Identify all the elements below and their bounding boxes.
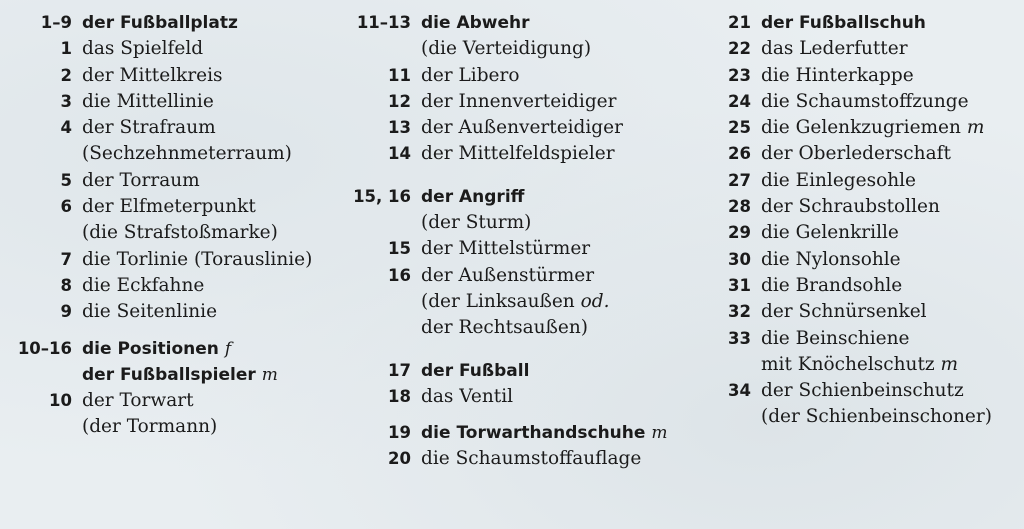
entry-6 [0,194,340,247]
entry-number: 24 [728,91,751,111]
entry-12 [345,89,705,115]
entry-25 [715,115,1024,141]
entry-5 [0,168,340,194]
entry-34 [715,378,1024,431]
entry-23 [715,63,1024,89]
entry-30 [715,247,1024,273]
heading-line: die Abwehr [421,13,530,33]
entry-term: das Lederfutter [761,38,908,60]
entry-heading: die Torwarthandschuhe m [421,423,668,444]
heading-line: die Positionen f [82,338,232,359]
gender-marker: m [261,364,278,385]
entry-number: 1 [60,39,72,59]
entry-term: der Oberlederschaft [761,143,951,165]
entry-number: 3 [60,91,72,111]
term-synonym: (die Verteidigung) [421,38,592,60]
entry-term: das Ventil [421,385,514,407]
column-1 [0,10,340,441]
entry-16 [345,263,705,342]
entry-number: 8 [60,275,72,295]
entry-8 [0,273,340,299]
entry-term: die Mittellinie [82,90,214,112]
entry-11 [345,63,705,89]
entry-term: die Gelenkzugriemen m [761,117,985,139]
entry-15 [345,236,705,262]
entry-13 [345,115,705,141]
entry-term: die Schaumstoffauflage [421,448,642,470]
entry-number: 13 [388,118,411,138]
entry-10 [0,388,340,441]
entry-number: 20 [388,449,411,469]
entry-term: der Außenverteidiger [421,117,623,139]
entry-term: die Nylonsohle [761,248,901,270]
term-synonym: (der Schienbeinschoner) [761,406,992,428]
entry-number: 9 [60,302,72,322]
entry-32 [715,299,1024,325]
term-line: der Torwart [82,390,194,412]
entry-heading [82,336,278,389]
entry-33 [715,326,1024,379]
entry-14 [345,141,705,167]
entry-20 [345,446,705,472]
entry-7 [0,247,340,273]
gender-marker: m [940,353,959,375]
section-gap [345,342,705,358]
entry-10-16 [0,336,340,389]
entry-term [82,388,217,441]
entry-term: der Mittelstürmer [421,238,591,260]
term-line: mit Knöchelschutz m [761,353,959,375]
entry-term: der Schraubstollen [761,196,940,218]
entry-number: 30 [728,249,751,269]
term-synonym: (der Sturm) [421,212,532,234]
entry-term: der Mittelfeldspieler [421,143,615,165]
entry-number: 6 [60,197,72,217]
entry-number: 18 [388,386,411,406]
entry-term [421,263,609,342]
entry-number: 10 [49,391,72,411]
entry-4 [0,115,340,168]
entry-3 [0,89,340,115]
entry-term [761,378,992,431]
entry-term: der Mittelkreis [82,64,223,86]
entry-term: der Schnürsenkel [761,301,927,323]
entry-term [82,194,278,247]
entry-2 [0,63,340,89]
entry-26 [715,141,1024,167]
abbreviation: od. [580,290,610,312]
entry-number: 17 [388,360,411,380]
entry-9 [0,299,340,325]
entry-27 [715,168,1024,194]
entry-term: die Brandsohle [761,274,903,296]
term-line: der Schienbeinschutz [761,380,964,402]
entry-number: 5 [60,170,72,190]
section-gap [0,326,340,336]
entry-term [761,326,958,379]
entry-24 [715,89,1024,115]
entry-1-9 [0,10,340,36]
entry-term: die Hinterkappe [761,64,914,86]
entry-21 [715,10,1024,36]
entry-term: die Eckfahne [82,274,205,296]
entry-number: 31 [728,275,751,295]
section-gap [345,168,705,184]
entry-term: der Libero [421,64,520,86]
term-synonym: (Sechzehnmeterraum) [82,143,292,165]
entry-number: 14 [388,144,411,164]
entry-11-13 [345,10,705,63]
entry-28 [715,194,1024,220]
entry-number: 23 [728,65,751,85]
heading-line: der Angriff [421,186,525,207]
term-line: der Elfmeterpunkt [82,196,256,218]
entry-number: 15, 16 [353,186,411,206]
entry-heading: der Fußball [421,360,530,381]
column-2 [345,10,705,473]
entry-number: 27 [728,170,751,190]
entry-29 [715,220,1024,246]
term-synonym: (die Strafstoßmarke) [82,222,278,244]
entry-heading: der Fußballplatz [82,13,238,33]
heading-line: der Fußballspieler m [82,364,278,385]
entry-number: 28 [728,197,751,217]
entry-number: 15 [388,239,411,259]
entry-number: 11–13 [356,13,411,32]
entry-number: 16 [388,265,411,285]
entry-heading: der Fußballschuh [761,13,926,33]
entry-number: 12 [388,91,411,111]
entry-number: 11 [388,65,411,85]
entry-term: die Einlegesohle [761,169,916,191]
entry-term: der Innenverteidiger [421,90,617,112]
term-line: der Außenstürmer [421,264,595,286]
entry-17 [345,358,705,384]
entry-number: 26 [728,144,751,164]
entry-term: die Torlinie (Torauslinie) [82,248,313,270]
entry-number: 25 [728,118,751,138]
entry-15-16 [345,184,705,237]
entry-number: 1–9 [40,13,72,32]
entry-number: 2 [60,65,72,85]
entry-heading [421,10,591,63]
entry-term: das Spielfeld [82,38,204,60]
entry-number: 34 [728,381,751,401]
entry-22 [715,36,1024,62]
entry-number: 32 [728,302,751,322]
column-3 [715,10,1024,431]
term-line: der Strafraum [82,117,216,139]
entry-31 [715,273,1024,299]
entry-number: 7 [60,249,72,269]
section-gap [345,410,705,420]
entry-term: die Schaumstoffzunge [761,90,969,112]
term-synonym: (der Tormann) [82,416,218,438]
term-synonym: (der Linksaußen od. [421,290,610,312]
term-line: die Beinschiene [761,327,910,349]
term-synonym: der Rechtsaußen) [421,317,588,339]
entry-number: 21 [728,13,751,32]
entry-term [82,115,292,168]
entry-1 [0,36,340,62]
gender-marker: m [651,423,668,444]
entry-number: 22 [728,39,751,59]
entry-number: 29 [728,223,751,243]
entry-number: 4 [60,118,72,138]
entry-number: 10–16 [17,338,72,358]
entry-term: die Seitenlinie [82,301,218,323]
entry-term: der Torraum [82,169,200,191]
entry-18 [345,384,705,410]
entry-number: 19 [388,423,411,443]
gender-marker: m [966,117,985,139]
gender-marker: f [224,338,232,359]
entry-heading [421,184,531,237]
entry-term: die Gelenkrille [761,222,899,244]
entry-number: 33 [728,328,751,348]
entry-19 [345,420,705,446]
